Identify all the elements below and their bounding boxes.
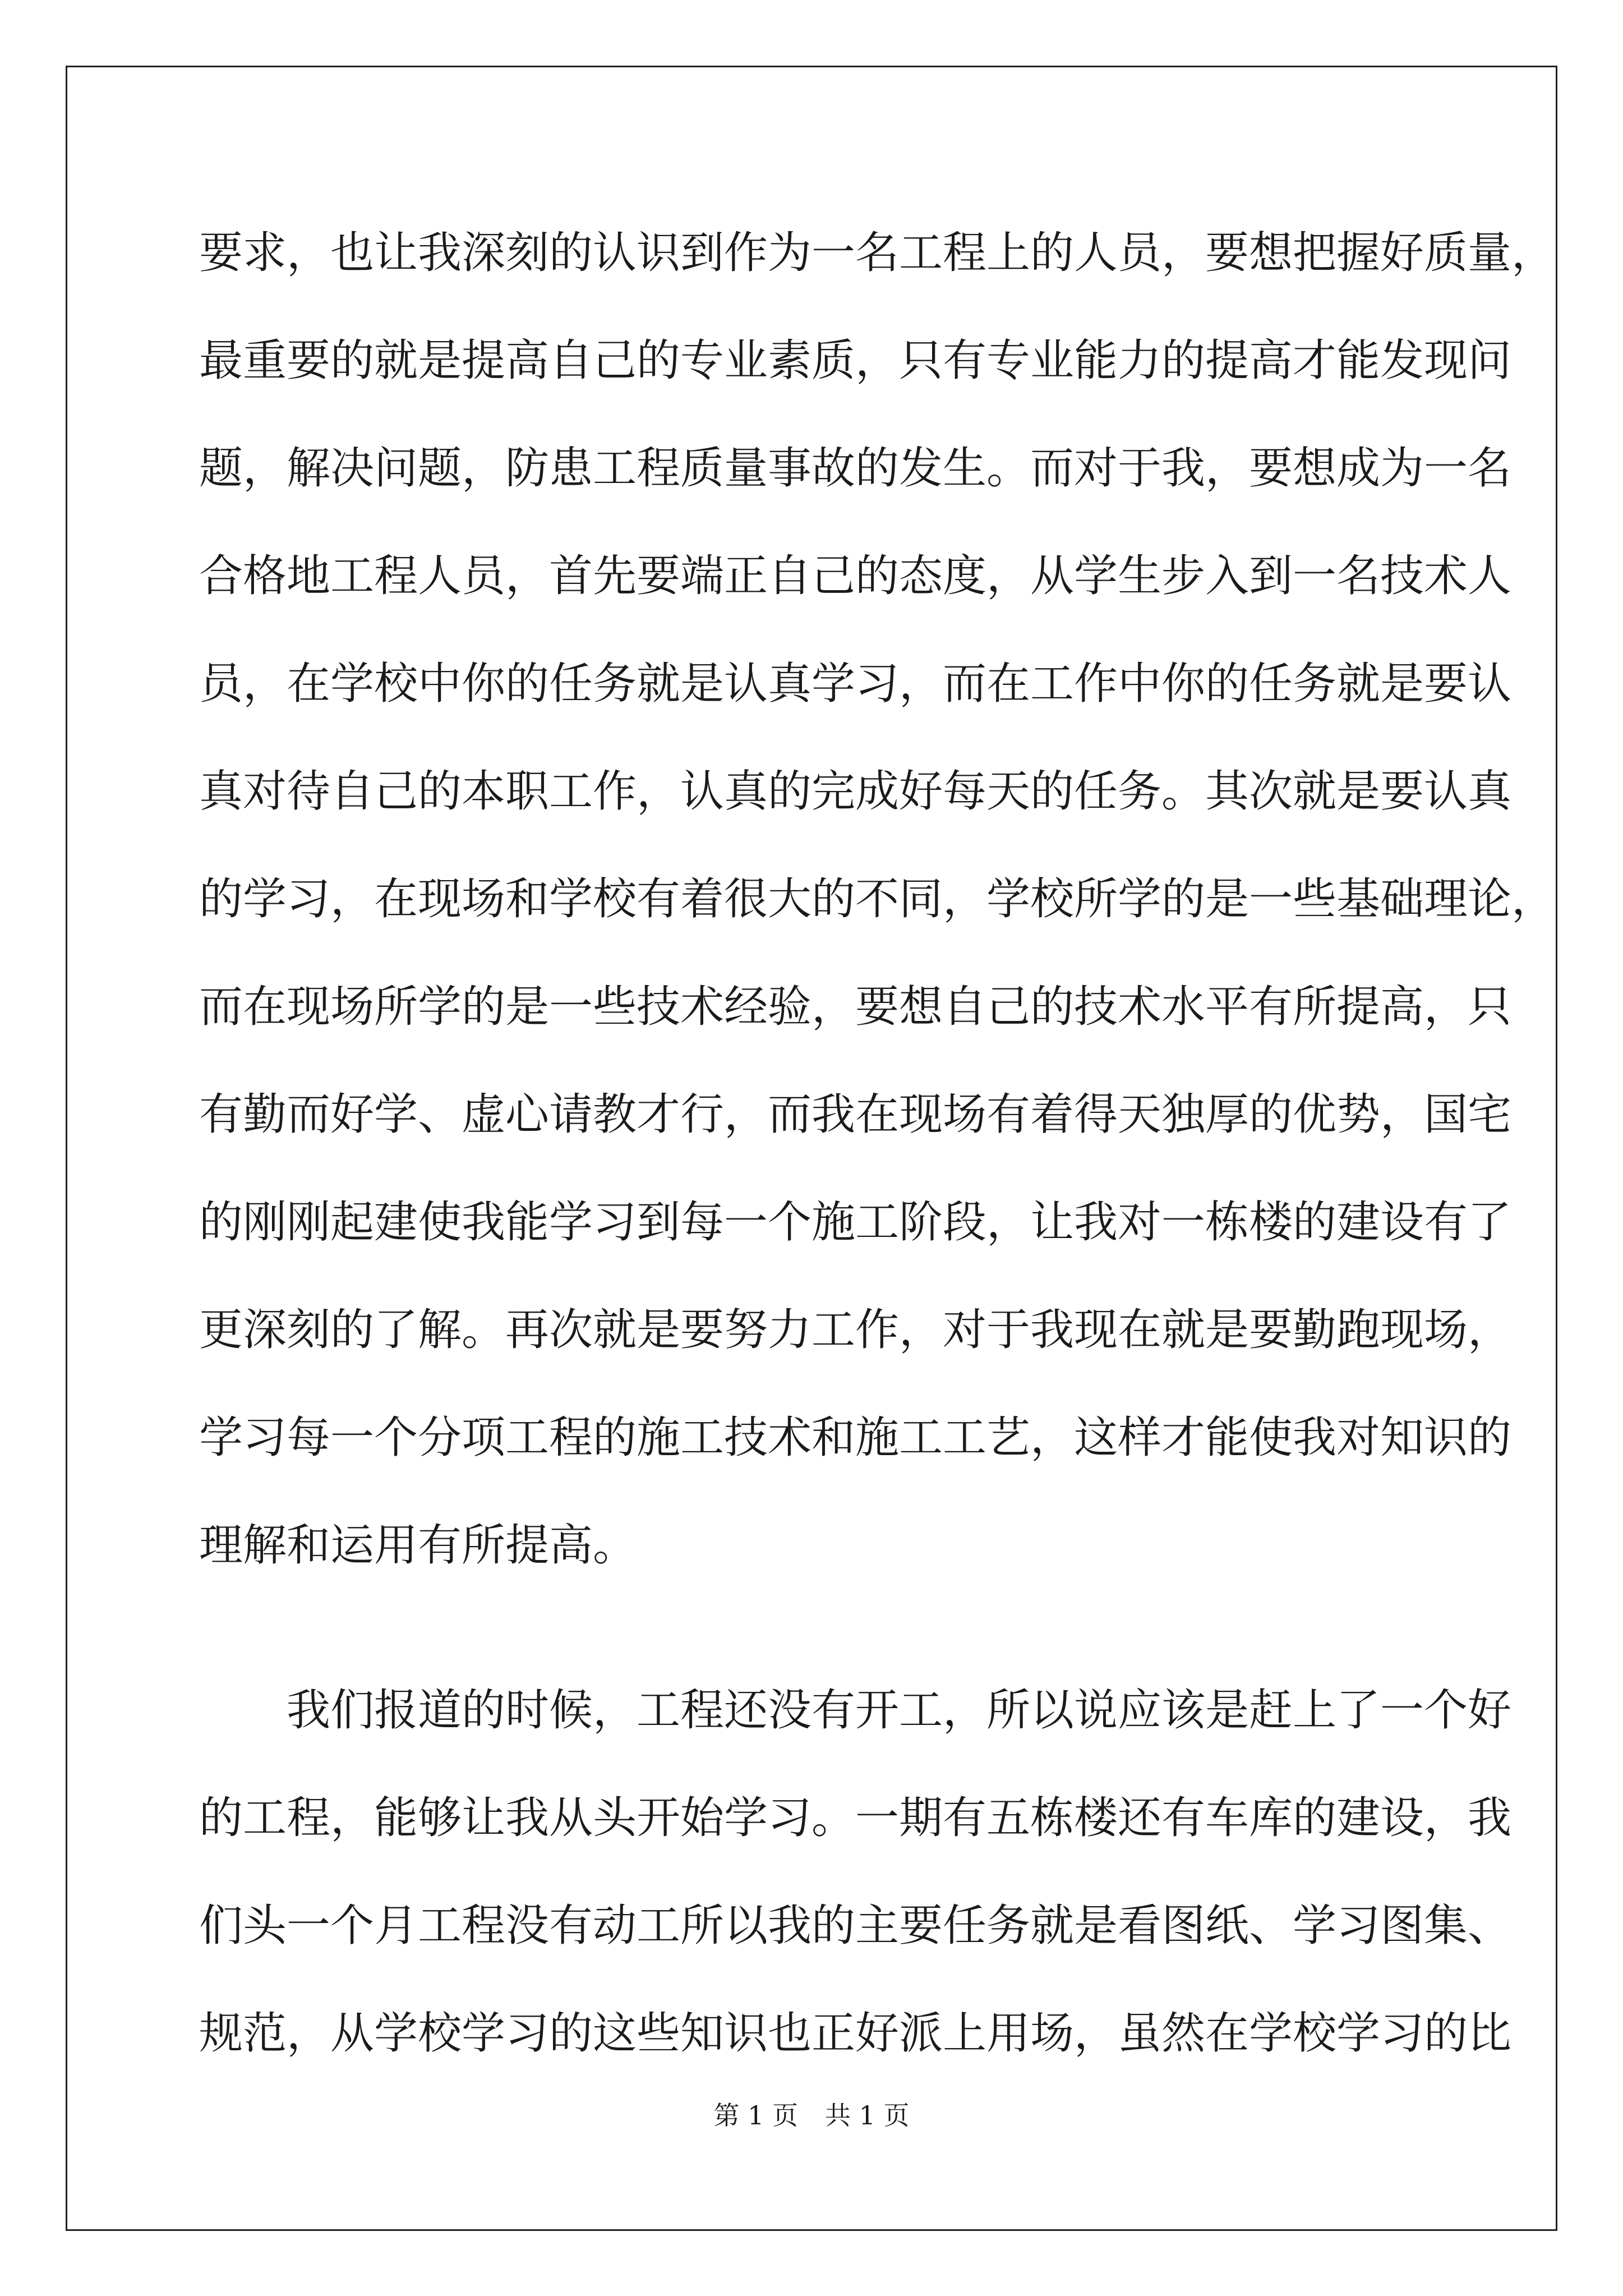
text-line: 的刚刚起建使我能学习到每一个施工阶段，让我对一栋楼的建设有了 [199, 1197, 1512, 1248]
text-line: 学习每一个分项工程的施工技术和施工工艺，这样才能使我对知识的 [199, 1412, 1512, 1463]
text-line: 规范，从学校学习的这些知识也正好派上用场，虽然在学校学习的比 [199, 2008, 1512, 2059]
text-line: 题，解决问题，防患工程质量事故的发生。而对于我，要想成为一名 [199, 443, 1512, 494]
text-line: 合格地工程人员，首先要端正自己的态度，从学生步入到一名技术人 [199, 551, 1512, 601]
text-line: 而在现场所学的是一些技术经验，要想自己的技术水平有所提高，只 [199, 982, 1512, 1032]
text-line: 员，在学校中你的任务就是认真学习，而在工作中你的任务就是要认 [199, 659, 1512, 709]
text-line: 们头一个月工程没有动工所以我的主要任务就是看图纸、学习图集、 [199, 1901, 1512, 1951]
text-line: 理解和运用有所提高。 [199, 1520, 637, 1571]
text-line: 的工程，能够让我从头开始学习。一期有五栋楼还有车库的建设，我 [199, 1793, 1512, 1843]
paragraph-gap [199, 1616, 1450, 1673]
text-line: 的学习，在现场和学校有着很大的不同，学校所学的是一些基础理论， [199, 874, 1556, 924]
text-line: 我们报道的时候，工程还没有开工，所以说应该是赶上了一个好 [199, 1685, 1512, 1736]
text-line: 要求，也让我深刻的认识到作为一名工程上的人员，要想把握好质量， [199, 228, 1556, 278]
document-body [199, 216, 1556, 2104]
text-line: 最重要的就是提高自己的专业素质，只有专业能力的提高才能发现问 [199, 335, 1512, 386]
page-total: 共 1 页 [825, 2100, 910, 2131]
text-line: 更深刻的了解。再次就是要努力工作，对于我现在就是要勤跑现场， [199, 1305, 1512, 1355]
text-line: 有勤而好学、虚心请教才行，而我在现场有着得天独厚的优势，国宅 [199, 1089, 1512, 1140]
page-footer [0, 2095, 1623, 2132]
text-line: 真对待自己的本职工作，认真的完成好每天的任务。其次就是要认真 [199, 766, 1512, 817]
page-number: 第 1 页 [713, 2100, 798, 2131]
